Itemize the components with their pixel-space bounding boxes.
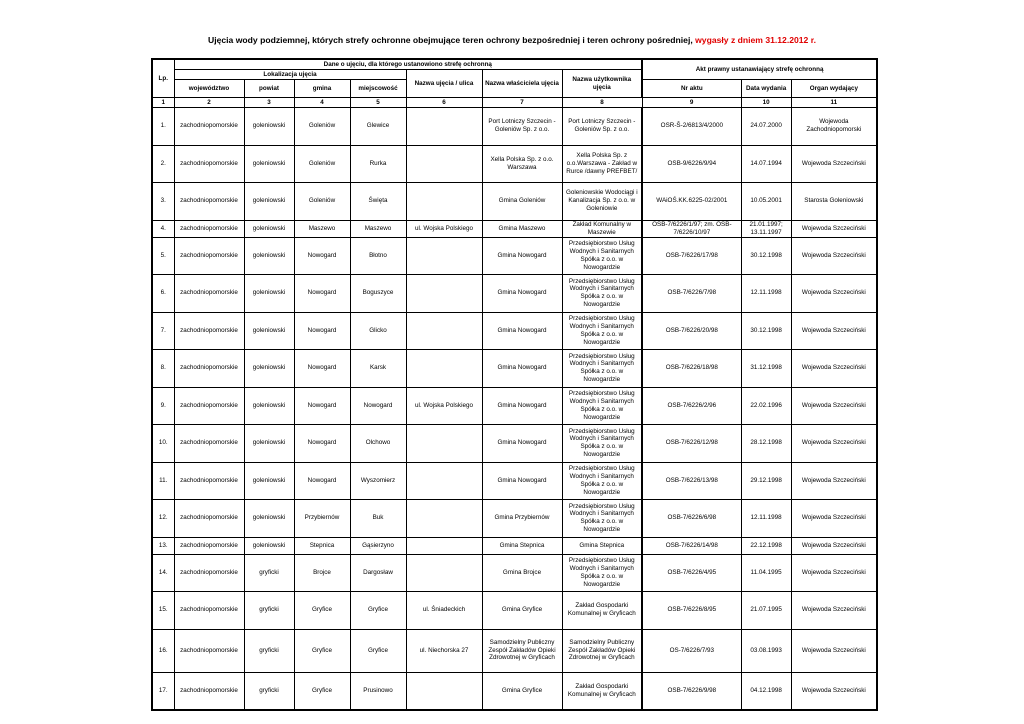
cell-lp: 15. — [152, 592, 174, 630]
cell-nazwa-ujecia — [406, 425, 482, 463]
water-intake-table — [151, 58, 878, 711]
cell-data-wydania: 22.12.1998 — [741, 537, 791, 554]
cell-uzytkownik: Zakład Gospodarki Komunalnej w Gryficach — [562, 592, 642, 630]
cell-nazwa-ujecia — [406, 554, 482, 592]
header-group-akt: Akt prawny ustanawiający strefę ochronną — [642, 59, 877, 80]
cell-lp: 5. — [152, 237, 174, 275]
cell-wlasciciel: Gmina Nowogard — [482, 275, 562, 313]
cell-nr-aktu: OSB-7/6226/18/98 — [642, 350, 741, 388]
cell-nazwa-ujecia — [406, 672, 482, 710]
cell-powiat: gryficki — [244, 672, 294, 710]
column-number: 3 — [244, 98, 294, 108]
cell-lp: 17. — [152, 672, 174, 710]
cell-data-wydania: 21.07.1995 — [741, 592, 791, 630]
header-powiat: powiat — [244, 80, 294, 98]
cell-uzytkownik: Przedsiębiorstwo Usług Wodnych i Sanitarnych Spółka z o.o. w Nowogardzie — [562, 387, 642, 425]
table-row — [152, 387, 877, 425]
cell-uzytkownik: Goleniowskie Wodociągi i Kanalizacja Sp. z o.o. w Goleniowie — [562, 183, 642, 221]
cell-lp: 9. — [152, 387, 174, 425]
header-uzytkownik: Nazwa użytkownika ujęcia — [562, 70, 642, 98]
table-row — [152, 312, 877, 350]
cell-organ: Wojewoda Szczeciński — [791, 500, 877, 538]
cell-lp: 4. — [152, 220, 174, 237]
cell-wojewodztwo: zachodniopomorskie — [174, 220, 244, 237]
cell-gmina: Gryfice — [294, 629, 350, 672]
cell-wlasciciel: Gmina Nowogard — [482, 462, 562, 500]
cell-nr-aktu: OSB-7/6226/8/95 — [642, 592, 741, 630]
cell-data-wydania: 30.12.1998 — [741, 312, 791, 350]
cell-data-wydania: 28.12.1998 — [741, 425, 791, 463]
cell-powiat: goleniowski — [244, 425, 294, 463]
header-group-dane: Dane o ujęciu, dla którego ustanowiono strefę ochronną — [174, 59, 642, 70]
cell-miejscowosc: Buk — [350, 500, 406, 538]
column-number-row — [152, 98, 877, 108]
cell-wojewodztwo: zachodniopomorskie — [174, 237, 244, 275]
header-wlasciciel: Nazwa właściciela ujęcia — [482, 70, 562, 98]
cell-organ: Wojewoda Szczeciński — [791, 425, 877, 463]
cell-gmina: Brojce — [294, 554, 350, 592]
cell-powiat: goleniowski — [244, 387, 294, 425]
header-organ: Organ wydający — [791, 80, 877, 98]
column-number: 11 — [791, 98, 877, 108]
cell-uzytkownik: Przedsiębiorstwo Usług Wodnych i Sanitarnych Spółka z o.o. w Nowogardzie — [562, 275, 642, 313]
cell-powiat: goleniowski — [244, 237, 294, 275]
cell-wlasciciel: Gmina Nowogard — [482, 425, 562, 463]
cell-organ: Wojewoda Szczeciński — [791, 462, 877, 500]
cell-nazwa-ujecia — [406, 145, 482, 183]
cell-data-wydania: 31.12.1998 — [741, 350, 791, 388]
cell-nr-aktu: OS-7/6226/7/93 — [642, 629, 741, 672]
cell-wojewodztwo: zachodniopomorskie — [174, 387, 244, 425]
cell-nr-aktu: OSB-7/6226/14/98 — [642, 537, 741, 554]
cell-gmina: Maszewo — [294, 220, 350, 237]
table-row — [152, 145, 877, 183]
cell-wojewodztwo: zachodniopomorskie — [174, 554, 244, 592]
cell-miejscowosc: Gryfice — [350, 629, 406, 672]
cell-powiat: gryficki — [244, 554, 294, 592]
cell-wlasciciel: Port Lotniczy Szczecin - Goleniów Sp. z o.o. — [482, 108, 562, 146]
table-row — [152, 672, 877, 710]
cell-miejscowosc: Olchowo — [350, 425, 406, 463]
cell-nr-aktu: OSB-7/6226/2/96 — [642, 387, 741, 425]
cell-wojewodztwo: zachodniopomorskie — [174, 592, 244, 630]
cell-data-wydania: 10.05.2001 — [741, 183, 791, 221]
cell-nr-aktu: OSB-7/6226/9/98 — [642, 672, 741, 710]
cell-miejscowosc: Glicko — [350, 312, 406, 350]
cell-miejscowosc: Rurka — [350, 145, 406, 183]
column-number: 1 — [152, 98, 174, 108]
cell-nr-aktu: OSB-7/6226/6/98 — [642, 500, 741, 538]
column-number: 2 — [174, 98, 244, 108]
cell-miejscowosc: Gryfice — [350, 592, 406, 630]
cell-nazwa-ujecia: ul. Wojska Polskiego — [406, 220, 482, 237]
cell-uzytkownik: Przedsiębiorstwo Usług Wodnych i Sanitarnych Spółka z o.o. w Nowogardzie — [562, 237, 642, 275]
table-row — [152, 500, 877, 538]
cell-gmina: Nowogard — [294, 425, 350, 463]
cell-miejscowosc: Maszewo — [350, 220, 406, 237]
cell-lp: 14. — [152, 554, 174, 592]
cell-wlasciciel: Xella Polska Sp. z o.o. Warszawa — [482, 145, 562, 183]
cell-gmina: Goleniów — [294, 145, 350, 183]
cell-lp: 11. — [152, 462, 174, 500]
cell-uzytkownik: Przedsiębiorstwo Usług Wodnych i Sanitarnych Spółka z o.o. w Nowogardzie — [562, 554, 642, 592]
cell-nr-aktu: OSB-7/6226/20/98 — [642, 312, 741, 350]
cell-powiat: goleniowski — [244, 537, 294, 554]
cell-organ: Wojewoda Szczeciński — [791, 275, 877, 313]
cell-gmina: Nowogard — [294, 387, 350, 425]
cell-organ: Wojewoda Szczeciński — [791, 554, 877, 592]
cell-data-wydania: 24.07.2000 — [741, 108, 791, 146]
cell-wojewodztwo: zachodniopomorskie — [174, 350, 244, 388]
cell-wojewodztwo: zachodniopomorskie — [174, 275, 244, 313]
cell-organ: Wojewoda Szczeciński — [791, 220, 877, 237]
cell-nr-aktu: OSB-7/6226/1/97; zm. OSB-7/6226/10/97 — [642, 220, 741, 237]
cell-uzytkownik: Przedsiębiorstwo Usług Wodnych i Sanitarnych Spółka z o.o. w Nowogardzie — [562, 312, 642, 350]
cell-gmina: Nowogard — [294, 237, 350, 275]
cell-wojewodztwo: zachodniopomorskie — [174, 425, 244, 463]
cell-wlasciciel: Gmina Stepnica — [482, 537, 562, 554]
cell-wlasciciel: Gmina Nowogard — [482, 387, 562, 425]
cell-uzytkownik: Zakład Komunalny w Maszewie — [562, 220, 642, 237]
header-nazwa-ujecia: Nazwa ujęcia / ulica — [406, 70, 482, 98]
cell-data-wydania: 03.08.1993 — [741, 629, 791, 672]
cell-nazwa-ujecia: ul. Niechorska 27 — [406, 629, 482, 672]
cell-data-wydania: 14.07.1994 — [741, 145, 791, 183]
column-number: 5 — [350, 98, 406, 108]
table-row — [152, 425, 877, 463]
cell-nr-aktu: OSB-9/6226/9/94 — [642, 145, 741, 183]
cell-wojewodztwo: zachodniopomorskie — [174, 537, 244, 554]
cell-organ: Wojewoda Szczeciński — [791, 237, 877, 275]
cell-organ: Wojewoda Zachodniopomorski — [791, 108, 877, 146]
cell-organ: Wojewoda Szczeciński — [791, 672, 877, 710]
column-number: 7 — [482, 98, 562, 108]
cell-miejscowosc: Boguszyce — [350, 275, 406, 313]
cell-organ: Wojewoda Szczeciński — [791, 387, 877, 425]
cell-wlasciciel: Gmina Nowogard — [482, 312, 562, 350]
table-row — [152, 592, 877, 630]
cell-data-wydania: 11.04.1995 — [741, 554, 791, 592]
cell-lp: 7. — [152, 312, 174, 350]
cell-powiat: gryficki — [244, 629, 294, 672]
cell-gmina: Stepnica — [294, 537, 350, 554]
cell-nr-aktu: OSR-Š-2/6813/4/2000 — [642, 108, 741, 146]
cell-wojewodztwo: zachodniopomorskie — [174, 183, 244, 221]
cell-uzytkownik: Port Lotniczy Szczecin - Goleniów Sp. z o.o. — [562, 108, 642, 146]
title-main: Ujęcia wody podziemnej, których strefy ochronne obejmujące teren ochrony bezpośredniej i teren ochrony pośredniej, — [208, 35, 693, 45]
cell-wlasciciel: Gmina Gryfice — [482, 592, 562, 630]
cell-wojewodztwo: zachodniopomorskie — [174, 629, 244, 672]
table-row — [152, 350, 877, 388]
cell-wlasciciel: Gmina Nowogard — [482, 350, 562, 388]
cell-miejscowosc: Nowogard — [350, 387, 406, 425]
cell-wojewodztwo: zachodniopomorskie — [174, 312, 244, 350]
cell-gmina: Nowogard — [294, 312, 350, 350]
cell-nazwa-ujecia — [406, 275, 482, 313]
cell-nazwa-ujecia — [406, 312, 482, 350]
cell-wlasciciel: Gmina Brojce — [482, 554, 562, 592]
cell-miejscowosc: Glewice — [350, 108, 406, 146]
cell-miejscowosc: Karsk — [350, 350, 406, 388]
table-row — [152, 554, 877, 592]
cell-nazwa-ujecia: ul. Wojska Polskiego — [406, 387, 482, 425]
cell-nazwa-ujecia — [406, 350, 482, 388]
table-row — [152, 537, 877, 554]
header-gmina: gmina — [294, 80, 350, 98]
cell-nr-aktu: OSB-7/6226/12/98 — [642, 425, 741, 463]
cell-gmina: Gryfice — [294, 592, 350, 630]
cell-nazwa-ujecia — [406, 237, 482, 275]
cell-miejscowosc: Dargosław — [350, 554, 406, 592]
cell-data-wydania: 22.02.1996 — [741, 387, 791, 425]
cell-miejscowosc: Błotno — [350, 237, 406, 275]
table-row — [152, 629, 877, 672]
cell-wojewodztwo: zachodniopomorskie — [174, 145, 244, 183]
cell-nazwa-ujecia — [406, 500, 482, 538]
cell-powiat: goleniowski — [244, 145, 294, 183]
cell-wojewodztwo: zachodniopomorskie — [174, 500, 244, 538]
column-number: 9 — [642, 98, 741, 108]
cell-organ: Wojewoda Szczeciński — [791, 537, 877, 554]
cell-lp: 10. — [152, 425, 174, 463]
cell-gmina: Gryfice — [294, 672, 350, 710]
cell-data-wydania: 30.12.1998 — [741, 237, 791, 275]
cell-miejscowosc: Święta — [350, 183, 406, 221]
page-title — [0, 35, 1024, 45]
cell-wojewodztwo: zachodniopomorskie — [174, 108, 244, 146]
cell-lp: 16. — [152, 629, 174, 672]
cell-wlasciciel: Samodzielny Publiczny Zespół Zakładów Opieki Zdrowotnej w Gryficach — [482, 629, 562, 672]
cell-nr-aktu: OSB-7/6226/7/98 — [642, 275, 741, 313]
cell-nr-aktu: OSB-7/6226/4/95 — [642, 554, 741, 592]
cell-powiat: goleniowski — [244, 220, 294, 237]
cell-wlasciciel: Gmina Goleniów — [482, 183, 562, 221]
cell-lp: 13. — [152, 537, 174, 554]
column-number: 8 — [562, 98, 642, 108]
cell-powiat: goleniowski — [244, 183, 294, 221]
cell-lp: 6. — [152, 275, 174, 313]
cell-powiat: goleniowski — [244, 500, 294, 538]
header-lp: Lp. — [152, 59, 174, 98]
table-row — [152, 108, 877, 146]
cell-organ: Wojewoda Szczeciński — [791, 629, 877, 672]
cell-powiat: goleniowski — [244, 350, 294, 388]
cell-uzytkownik: Przedsiębiorstwo Usług Wodnych i Sanitarnych Spółka z o.o. w Nowogardzie — [562, 500, 642, 538]
column-number: 4 — [294, 98, 350, 108]
cell-powiat: goleniowski — [244, 312, 294, 350]
cell-gmina: Przybiernów — [294, 500, 350, 538]
header-wojewodztwo: województwo — [174, 80, 244, 98]
cell-uzytkownik: Zakład Gospodarki Komunalnej w Gryficach — [562, 672, 642, 710]
cell-data-wydania: 21.01.1997; 13.11.1997 — [741, 220, 791, 237]
header-group-lokalizacja: Lokalizacja ujęcia — [174, 70, 406, 80]
cell-nazwa-ujecia — [406, 537, 482, 554]
table-row — [152, 237, 877, 275]
cell-gmina: Nowogard — [294, 275, 350, 313]
cell-wojewodztwo: zachodniopomorskie — [174, 462, 244, 500]
cell-lp: 8. — [152, 350, 174, 388]
cell-nr-aktu: WAiOŚ.KK.6225-02/2001 — [642, 183, 741, 221]
cell-uzytkownik: Gmina Stepnica — [562, 537, 642, 554]
cell-nazwa-ujecia — [406, 183, 482, 221]
cell-data-wydania: 12.11.1998 — [741, 275, 791, 313]
cell-lp: 1. — [152, 108, 174, 146]
cell-organ: Wojewoda Szczeciński — [791, 592, 877, 630]
table-row — [152, 183, 877, 221]
cell-wlasciciel: Gmina Nowogard — [482, 237, 562, 275]
cell-organ: Wojewoda Szczeciński — [791, 312, 877, 350]
cell-uzytkownik: Przedsiębiorstwo Usług Wodnych i Sanitarnych Spółka z o.o. w Nowogardzie — [562, 425, 642, 463]
cell-uzytkownik: Przedsiębiorstwo Usług Wodnych i Sanitarnych Spółka z o.o. w Nowogardzie — [562, 462, 642, 500]
cell-nr-aktu: OSB-7/6226/17/98 — [642, 237, 741, 275]
header-nr-aktu: Nr aktu — [642, 80, 741, 98]
cell-miejscowosc: Wyszomierz — [350, 462, 406, 500]
cell-nazwa-ujecia — [406, 108, 482, 146]
cell-lp: 3. — [152, 183, 174, 221]
cell-powiat: goleniowski — [244, 275, 294, 313]
table-row — [152, 220, 877, 237]
table-row — [152, 462, 877, 500]
cell-powiat: goleniowski — [244, 108, 294, 146]
cell-organ: Starosta Goleniowski — [791, 183, 877, 221]
cell-lp: 2. — [152, 145, 174, 183]
cell-data-wydania: 04.12.1998 — [741, 672, 791, 710]
cell-lp: 12. — [152, 500, 174, 538]
column-number: 10 — [741, 98, 791, 108]
cell-wlasciciel: Gmina Gryfice — [482, 672, 562, 710]
cell-uzytkownik: Przedsiębiorstwo Usług Wodnych i Sanitarnych Spółka z o.o. w Nowogardzie — [562, 350, 642, 388]
cell-uzytkownik: Samodzielny Publiczny Zespół Zakładów Opieki Zdrowotnej w Gryficach — [562, 629, 642, 672]
cell-wojewodztwo: zachodniopomorskie — [174, 672, 244, 710]
cell-nazwa-ujecia: ul. Śniadeckich — [406, 592, 482, 630]
header-miejscowosc: miejscowość — [350, 80, 406, 98]
cell-gmina: Nowogard — [294, 350, 350, 388]
cell-gmina: Goleniów — [294, 183, 350, 221]
cell-gmina: Nowogard — [294, 462, 350, 500]
cell-miejscowosc: Prusinowo — [350, 672, 406, 710]
title-highlight: wygasły z dniem 31.12.2012 r. — [692, 35, 816, 45]
cell-organ: Wojewoda Szczeciński — [791, 145, 877, 183]
cell-gmina: Goleniów — [294, 108, 350, 146]
table-row — [152, 275, 877, 313]
cell-wlasciciel: Gmina Maszewo — [482, 220, 562, 237]
cell-powiat: goleniowski — [244, 462, 294, 500]
cell-powiat: gryficki — [244, 592, 294, 630]
cell-miejscowosc: Gąsierzyno — [350, 537, 406, 554]
cell-data-wydania: 12.11.1998 — [741, 500, 791, 538]
cell-data-wydania: 29.12.1998 — [741, 462, 791, 500]
cell-nazwa-ujecia — [406, 462, 482, 500]
cell-organ: Wojewoda Szczeciński — [791, 350, 877, 388]
cell-wlasciciel: Gmina Przybiernów — [482, 500, 562, 538]
cell-uzytkownik: Xella Polska Sp. z o.o.Warszawa - Zakład w Rurce /dawny PREFBET/ — [562, 145, 642, 183]
column-number: 6 — [406, 98, 482, 108]
cell-nr-aktu: OSB-7/6226/13/98 — [642, 462, 741, 500]
header-data-wydania: Data wydania — [741, 80, 791, 98]
